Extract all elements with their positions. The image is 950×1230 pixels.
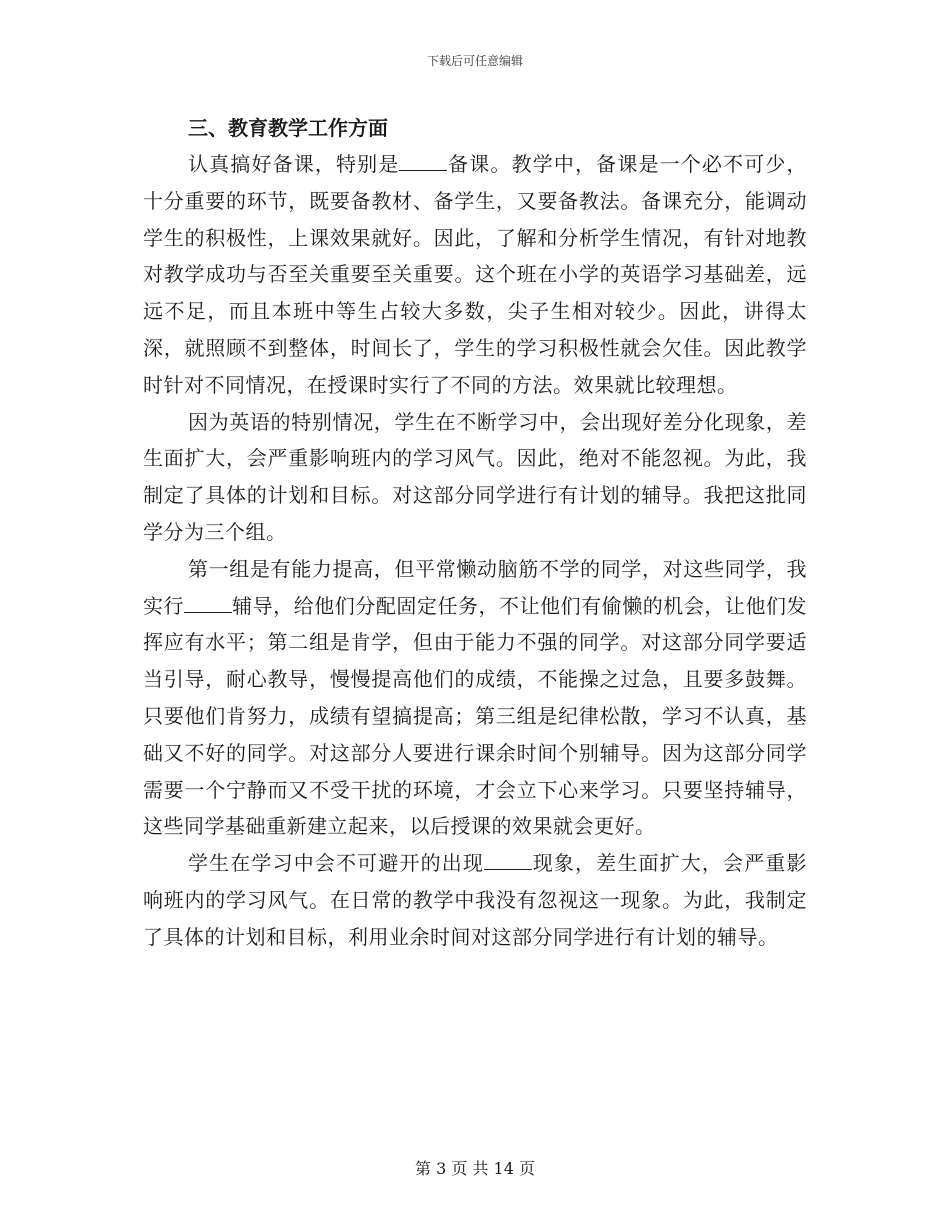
paragraph-lesson-preparation xyxy=(143,146,807,404)
paragraph-tutoring-plan xyxy=(143,845,807,955)
fill-in-blank xyxy=(484,851,532,870)
paragraph-text: 辅导，给他们分配固定任务，不让他们有偷懒的机会，让他们发挥应有水平；第二组是肯学，但由于能力不强的同学。对这部分同学要适当引导，耐心教导，慢慢提高他们的成绩，不能操之过急，且要多鼓舞。只要他们肯努力，成绩有望搞提高；第三组是纪律松散，学习不认真，基础又不好的同学。对这部分人要进行课余时间个别辅导。因为这部分同学需要一个宁静而又不受干扰的环境，才会立下心来学习。只要坚持辅导，这些同学基础重新建立起来，以后授课的效果就会更好。 xyxy=(143,593,808,839)
document-body xyxy=(143,110,807,956)
paragraph-text: 现象，差生面扩大，会严重影响班内的学习风气。在日常的教学中我没有忽视这一现象。为此，我制定了具体的计划和目标，利用业余时间对这部分同学进行有计划的辅导。 xyxy=(143,851,808,949)
header-note: 下载后可任意编辑 xyxy=(426,54,523,68)
paragraph-text: 第一组是有能力提高，但平常懒动脑筋不学的同学，对这些同学，我实行 xyxy=(143,556,807,618)
page-number: 第 3 页 共 14 页 xyxy=(415,1159,535,1178)
fill-in-blank xyxy=(399,152,447,171)
paragraph-text: 备课。教学中，备课是一个必不可少，十分重要的环节，既要备教材、备学生，又要备教法。备课充分，能调动学生的积极性，上课效果就好。因此，了解和分析学生情况，有针对地教对教学成功与否至关重要至关重要。这个班在小学的英语学习基础差，远远不足，而且本班中等生占较大多数，尖子生相对较少。因此，讲得太深，就照顾不到整体，时间长了，学生的学习积极性就会欠佳。因此教学时针对不同情况，在授课时实行了不同的方法。效果就比较理想。 xyxy=(143,152,808,397)
paragraph-three-groups xyxy=(143,551,807,845)
fill-in-blank xyxy=(184,594,232,613)
paragraph-text: 认真搞好备课，特别是 xyxy=(188,152,400,176)
paragraph-text: 学生在学习中会不可避开的出现 xyxy=(188,851,485,876)
paragraph-student-differentiation: 因为英语的特别情况，学生在不断学习中，会出现好差分化现象，差生面扩大，会严重影响班内的学习风气。因此，绝对不能忽视。为此，我制定了具体的计划和目标。对这部分同学进行有计划的辅导。我把这批同学分为三个组。 xyxy=(143,409,807,544)
section-heading: 三、教育教学工作方面 xyxy=(188,116,388,140)
